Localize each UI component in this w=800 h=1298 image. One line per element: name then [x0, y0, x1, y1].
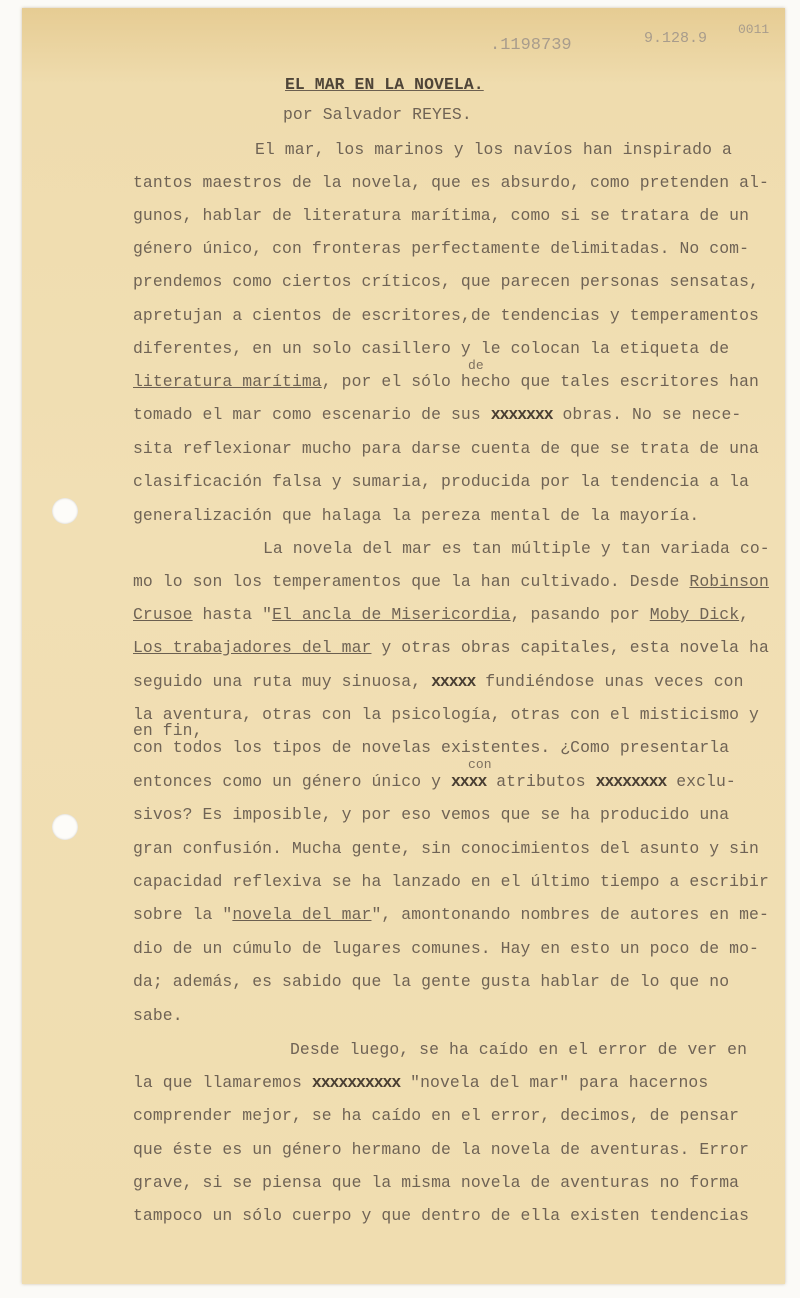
text-segment: con [468, 757, 492, 772]
text-segment: obras. No se nece- [552, 405, 742, 424]
catalog-number-stamp: .1198739 [490, 36, 572, 55]
text-segment: gunos, hablar de literatura marítima, como si se tratara de un [133, 206, 750, 225]
text-line [133, 805, 729, 825]
text-segment: "novela del mar" para hacernos [400, 1073, 709, 1092]
text-segment: , por el sólo hecho que tales escritores han [321, 372, 759, 391]
text-segment: entonces como un género único y [133, 772, 451, 791]
reference-stamp: 9.128.9 [644, 30, 708, 47]
text-line [133, 872, 769, 892]
text-segment: dio de un cúmulo de lugares comunes. Hay en esto un poco de mo- [133, 939, 759, 958]
text-segment: gran confusión. Mucha gente, sin conocimientos del asunto y sin [133, 839, 759, 858]
text-line [255, 140, 732, 160]
text-line [133, 772, 736, 792]
text-segment: ", amontonando nombres de autores en me- [371, 905, 769, 924]
text-segment: género único, con fronteras perfectamente delimitadas. No com- [133, 239, 750, 258]
text-segment: la que llamaremos [133, 1073, 312, 1092]
text-segment: La novela del mar es tan múltiple y tan variada co- [263, 539, 770, 558]
text-segment: , [739, 605, 750, 624]
underlined-text: literatura marítima [133, 372, 322, 391]
text-segment: fundiéndose unas veces con [475, 672, 744, 691]
struck-out-text: xxxx [450, 772, 487, 791]
text-segment: atributos [486, 772, 596, 791]
text-line [133, 472, 749, 492]
text-segment: generalización que halaga la pereza mental de la mayoría. [133, 506, 700, 525]
text-line [133, 272, 759, 292]
underlined-text: Crusoe [133, 605, 193, 624]
text-segment: sobre la " [133, 905, 233, 924]
underlined-text: Moby Dick [649, 605, 740, 624]
text-line [133, 339, 729, 359]
text-line [133, 1206, 749, 1226]
struck-out-text: xxxxxxxxxx [311, 1073, 401, 1092]
underlined-text: Robinson [689, 572, 769, 591]
page-number-stamp: 0011 [738, 22, 770, 37]
text-line [133, 173, 769, 193]
text-segment: El mar, los marinos y los navíos han inspirado a [255, 140, 732, 159]
text-line [133, 572, 769, 592]
byline: por Salvador REYES. [283, 105, 472, 124]
text-segment: tomado el mar como escenario de sus [133, 405, 491, 424]
text-line [133, 506, 699, 526]
text-segment: prendemos como ciertos críticos, que parecen personas sensatas, [133, 272, 759, 291]
struck-out-text: xxxxxxxx [595, 772, 667, 791]
text-line [133, 239, 749, 259]
text-line [133, 905, 769, 925]
text-line [133, 1173, 739, 1193]
struck-out-text: xxxxx [431, 672, 476, 691]
text-segment: Desde luego, se ha caído en el error de ver en [290, 1040, 748, 1059]
text-segment: apretujan a cientos de escritores,de tendencias y temperamentos [133, 306, 759, 325]
text-segment: diferentes, en un solo casillero y le colocan la etiqueta de [133, 339, 730, 358]
text-segment: tampoco un sólo cuerpo y que dentro de ella existen tendencias [133, 1206, 750, 1225]
text-segment: de [468, 358, 484, 373]
text-segment: sita reflexionar mucho para darse cuenta de que se trata de una [133, 439, 759, 458]
underlined-text: Los trabajadores del mar [133, 638, 372, 657]
text-line [133, 972, 729, 992]
text-line [133, 672, 744, 692]
text-segment: en fin, [133, 721, 203, 740]
punch-hole [52, 814, 78, 840]
text-segment: grave, si se piensa que la misma novela de aventuras no forma [133, 1173, 740, 1192]
text-segment: sivos? Es imposible, y por eso vemos que se ha producido una [133, 805, 730, 824]
text-segment: la aventura, otras con la psicología, otras con el misticismo y [133, 705, 759, 724]
text-segment: seguido una ruta muy sinuosa, [133, 672, 432, 691]
text-segment: que éste es un género hermano de la novela de aventuras. Error [133, 1140, 750, 1159]
text-line [133, 1140, 749, 1160]
document-title: EL MAR EN LA NOVELA. [285, 75, 484, 94]
text-line [133, 605, 749, 625]
text-line [133, 638, 769, 658]
punch-hole [52, 498, 78, 524]
text-line [133, 705, 759, 725]
text-segment: hasta " [192, 605, 273, 624]
text-line [263, 539, 770, 559]
text-line [133, 1106, 739, 1126]
text-line [133, 306, 759, 326]
text-line [133, 405, 741, 425]
document-page [22, 8, 785, 1284]
underlined-text: novela del mar [232, 905, 372, 924]
text-segment: exclu- [666, 772, 736, 791]
text-line [290, 1040, 747, 1060]
text-line [133, 439, 759, 459]
text-line [133, 372, 759, 392]
text-segment: comprender mejor, se ha caído en el error, decimos, de pensar [133, 1106, 740, 1125]
text-segment: da; además, es sabido que la gente gusta hablar de lo que no [133, 972, 730, 991]
text-line [133, 939, 759, 959]
text-segment: capacidad reflexiva se ha lanzado en el último tiempo a escribir [133, 872, 769, 891]
text-segment: clasificación falsa y sumaria, producida por la tendencia a la [133, 472, 750, 491]
struck-out-text: xxxxxxx [490, 405, 553, 424]
text-segment: , pasando por [510, 605, 650, 624]
text-line [133, 738, 729, 758]
text-segment: sabe. [133, 1006, 183, 1025]
text-segment: y otras obras capitales, esta novela ha [371, 638, 769, 657]
text-segment: mo lo son los temperamentos que la han cultivado. Desde [133, 572, 690, 591]
text-line [133, 839, 759, 859]
text-line [133, 1073, 708, 1093]
text-segment: con todos los tipos de novelas existentes. ¿Como presentarla [133, 738, 730, 757]
text-line [133, 1006, 183, 1026]
text-segment: tantos maestros de la novela, que es absurdo, como pretenden al- [133, 173, 769, 192]
text-line [133, 206, 749, 226]
underlined-text: El ancla de Misericordia [272, 605, 511, 624]
